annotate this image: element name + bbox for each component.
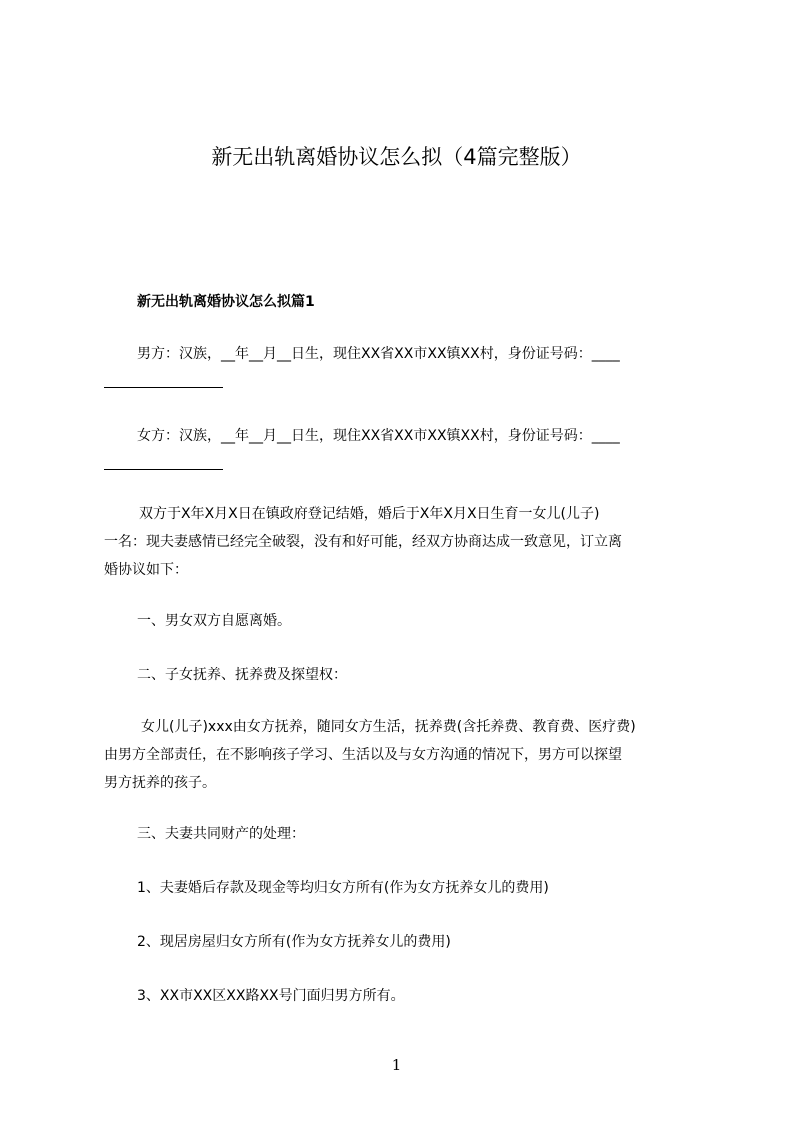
- intro-line-3: 婚协议如下：: [104, 562, 188, 578]
- male-party-line: 男方：汉族，__年__月__日生，现住XX省XX市XX镇XX村，身份证号码：____: [137, 346, 620, 362]
- male-id-blank-line: [104, 387, 223, 388]
- intro-line-2: 一名：现夫妻感情已经完全破裂，没有和好可能，经双方协商达成一致意见，订立离: [104, 534, 622, 550]
- document-title: 新无出轨离婚协议怎么拟（4篇完整版）: [211, 145, 582, 169]
- female-party-line: 女方：汉族，__年__月__日生，现住XX省XX市XX镇XX村，身份证号码：____: [137, 428, 620, 444]
- page-number: 1: [391, 1056, 402, 1074]
- clause-2: 二、子女抚养、抚养费及探望权：: [137, 667, 347, 683]
- intro-line-1: 双方于X年X月X日在镇政府登记结婚，婚后于X年X月X日生育一女儿(儿子): [139, 506, 600, 522]
- custody-line-3: 男方抚养的孩子。: [104, 775, 216, 791]
- property-item: 3、XX市XX区XX路XX号门面归男方所有。: [137, 988, 405, 1004]
- custody-line-2: 由男方全部责任，在不影响孩子学习、生活以及与女方沟通的情况下，男方可以探望: [104, 747, 622, 763]
- property-item: 1、夫妻婚后存款及现金等均归女方所有(作为女方抚养女儿的费用): [137, 880, 549, 896]
- female-id-blank-line: [104, 469, 223, 470]
- section-heading: 新无出轨离婚协议怎么拟篇1: [137, 294, 315, 310]
- custody-line-1: 女儿(儿子)xxx由女方抚养，随同女方生活，抚养费(含托养费、教育费、医疗费): [141, 719, 636, 735]
- clause-1: 一、男女双方自愿离婚。: [137, 613, 291, 629]
- property-item: 2、现居房屋归女方所有(作为女方抚养女儿的费用): [137, 934, 451, 950]
- clause-3: 三、夫妻共同财产的处理：: [137, 826, 305, 842]
